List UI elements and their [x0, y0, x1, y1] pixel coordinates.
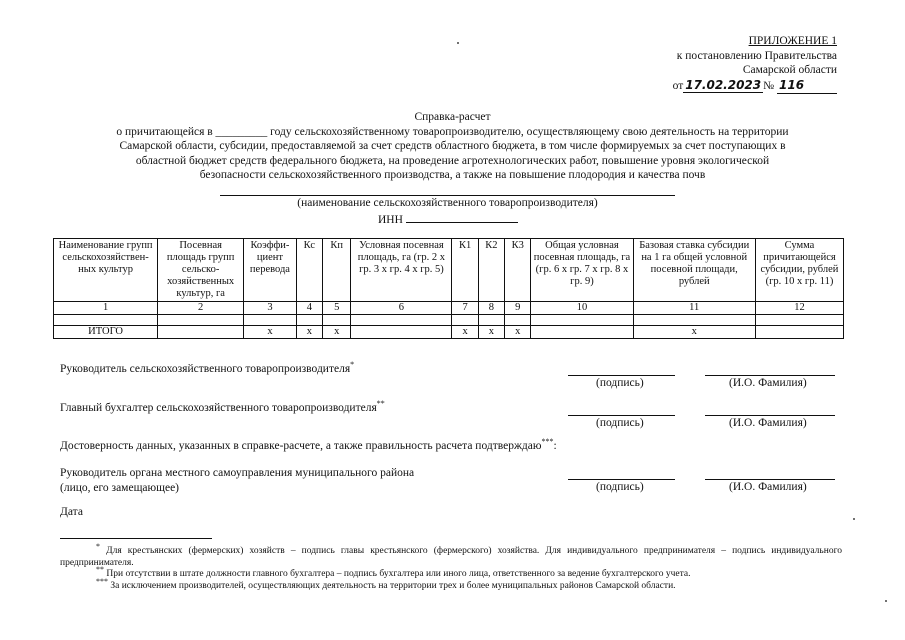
column-number-cell: 11: [633, 302, 755, 315]
table-header-row: [54, 239, 844, 302]
appendix-region-line: Самарской области: [742, 64, 837, 76]
table-cell: [633, 315, 755, 326]
table-column-number-row: [54, 302, 844, 315]
footnote-separator: [60, 538, 212, 539]
document-title: Справка-расчет: [414, 111, 491, 123]
table-header-cell: Наименование групп сельскохозяйствен-ных культур: [54, 239, 158, 302]
column-number-cell: 12: [755, 302, 843, 315]
document-subtitle-line-4: безопасности сельскохозяйственного производства, а также на повышение плодородия и качества почв: [199, 169, 706, 181]
scan-speck: [853, 518, 855, 520]
municipal-signature-line: [568, 479, 675, 480]
total-cell: [755, 326, 843, 339]
head-signature-line: [568, 375, 675, 376]
table-header-cell: Сумма причитающейся субсидии, рублей (гр. 10 x гр. 11): [755, 239, 843, 302]
column-number-cell: 7: [452, 302, 478, 315]
table-cell: [54, 315, 158, 326]
head-name-line: [705, 375, 835, 376]
signature-caption: (подпись): [596, 377, 644, 389]
total-cell: x: [478, 326, 504, 339]
confirmation-statement: Достоверность данных, указанных в справке-расчете, а также правильность расчета подтверждаю***:: [60, 437, 557, 452]
accountant-signature-label: Главный бухгалтер сельскохозяйственного товаропроизводителя**: [60, 399, 385, 414]
inn-field: [378, 211, 518, 226]
total-cell: x: [633, 326, 755, 339]
municipal-name-line: [705, 479, 835, 480]
handwritten-date: 17.02.2023: [685, 77, 762, 92]
table-header-cell: Коэффи-циент перевода: [244, 239, 297, 302]
column-number-cell: 1: [54, 302, 158, 315]
signature-caption: (подпись): [596, 481, 644, 493]
column-number-cell: 5: [323, 302, 351, 315]
footnote-1: * Для крестьянских (фермерских) хозяйств – подпись главы крестьянского (фермерского) хозяйства. Для индивидуального предпринимателя – подпись индивидуального предпринимателя.: [60, 541, 842, 568]
table-cell: [755, 315, 843, 326]
footnote-mark: **: [376, 399, 385, 409]
footnotes: [60, 541, 842, 592]
total-cell: x: [323, 326, 351, 339]
footnote-mark: *: [350, 360, 355, 370]
document-subtitle-line-1: о причитающейся в _________ году сельскохозяйственному товаропроизводителю, осуществляющему свою деятельность на территории: [116, 125, 789, 138]
handwritten-number: 116: [779, 77, 805, 92]
total-cell: [351, 326, 452, 339]
table-empty-row: [54, 315, 844, 326]
table-cell: [351, 315, 452, 326]
column-number-cell: 10: [531, 302, 633, 315]
table-cell: [296, 315, 322, 326]
appendix-date-line: [673, 78, 837, 95]
table-header-cell: Кс: [296, 239, 322, 302]
document-header: [40, 110, 865, 183]
name-caption: (И.О. Фамилия): [729, 481, 807, 493]
inn-label: ИНН: [378, 214, 403, 226]
table-total-row: [54, 326, 844, 339]
column-number-cell: 4: [296, 302, 322, 315]
inn-blank: [406, 211, 518, 223]
accountant-signature-line: [568, 415, 675, 416]
table-header-cell: Условная посевная площадь, га (гр. 2 x гр. 3 x гр. 4 x гр. 5): [351, 239, 452, 302]
accountant-name-line: [705, 415, 835, 416]
total-cell: x: [505, 326, 531, 339]
scan-speck: [885, 600, 887, 602]
scan-speck: [457, 42, 459, 44]
signature-caption: (подпись): [596, 417, 644, 429]
total-cell: [531, 326, 633, 339]
table-header-cell: Базовая ставка субсидии на 1 га общей условной посевной площади, рублей: [633, 239, 755, 302]
appendix-number-label: №: [763, 79, 775, 92]
table-cell: [158, 315, 244, 326]
table-header-cell: Кп: [323, 239, 351, 302]
calculation-table: [53, 238, 844, 339]
name-caption: (И.О. Фамилия): [729, 377, 807, 389]
column-number-cell: 6: [351, 302, 452, 315]
table-header-cell: К2: [478, 239, 504, 302]
appendix-decree-line: к постановлению Правительства: [676, 49, 837, 62]
column-number-cell: 9: [505, 302, 531, 315]
table-cell: [478, 315, 504, 326]
footnote-mark: ***: [541, 437, 554, 447]
table-header-cell: Общая условная посевная площадь, га (гр. 6 x гр. 7 x гр. 8 x гр. 9): [531, 239, 633, 302]
total-cell: x: [452, 326, 478, 339]
appendix-from-label: от: [672, 79, 684, 92]
municipal-head-label: Руководитель органа местного самоуправления муниципального района (лицо, его замещающее): [60, 467, 415, 494]
appendix-block: [673, 34, 837, 94]
document-subtitle-line-2: Самарской области, субсидии, предоставляемой за счет средств областного бюджета, в том числе формируемых за счет поступающих в: [119, 140, 786, 152]
table-header-cell: Посевная площадь групп сельско-хозяйственных культур, га: [158, 239, 244, 302]
column-number-cell: 3: [244, 302, 297, 315]
total-cell: x: [244, 326, 297, 339]
table-header-cell: К1: [452, 239, 478, 302]
table-cell: [244, 315, 297, 326]
document-subtitle-line-3: областной бюджет средств федерального бюджета, на проведение агротехнологических работ, повышение уровня экологической: [135, 154, 770, 167]
appendix-title: ПРИЛОЖЕНИЕ 1: [748, 35, 837, 47]
date-label: Дата: [60, 506, 83, 518]
table-cell: [452, 315, 478, 326]
footnote-3: *** За исключением производителей, осуществляющих деятельность на территории трех и более муниципальных районов Самарской области.: [96, 576, 676, 591]
column-number-cell: 2: [158, 302, 244, 315]
name-caption: (И.О. Фамилия): [729, 417, 807, 429]
total-cell: [158, 326, 244, 339]
table-cell: [505, 315, 531, 326]
table-cell: [323, 315, 351, 326]
column-number-cell: 8: [478, 302, 504, 315]
table-cell: [531, 315, 633, 326]
footnote-2: ** При отсутствии в штате должности главного бухгалтера – подпись бухгалтера или иного лица, ответственного за ведение бухгалтерского учета.: [96, 564, 691, 579]
table-header-cell: К3: [505, 239, 531, 302]
total-cell: x: [296, 326, 322, 339]
total-cell: ИТОГО: [54, 326, 158, 339]
producer-name-caption: (наименование сельскохозяйственного товаропроизводителя): [220, 195, 675, 210]
head-signature-label: Руководитель сельскохозяйственного товаропроизводителя*: [60, 360, 355, 375]
